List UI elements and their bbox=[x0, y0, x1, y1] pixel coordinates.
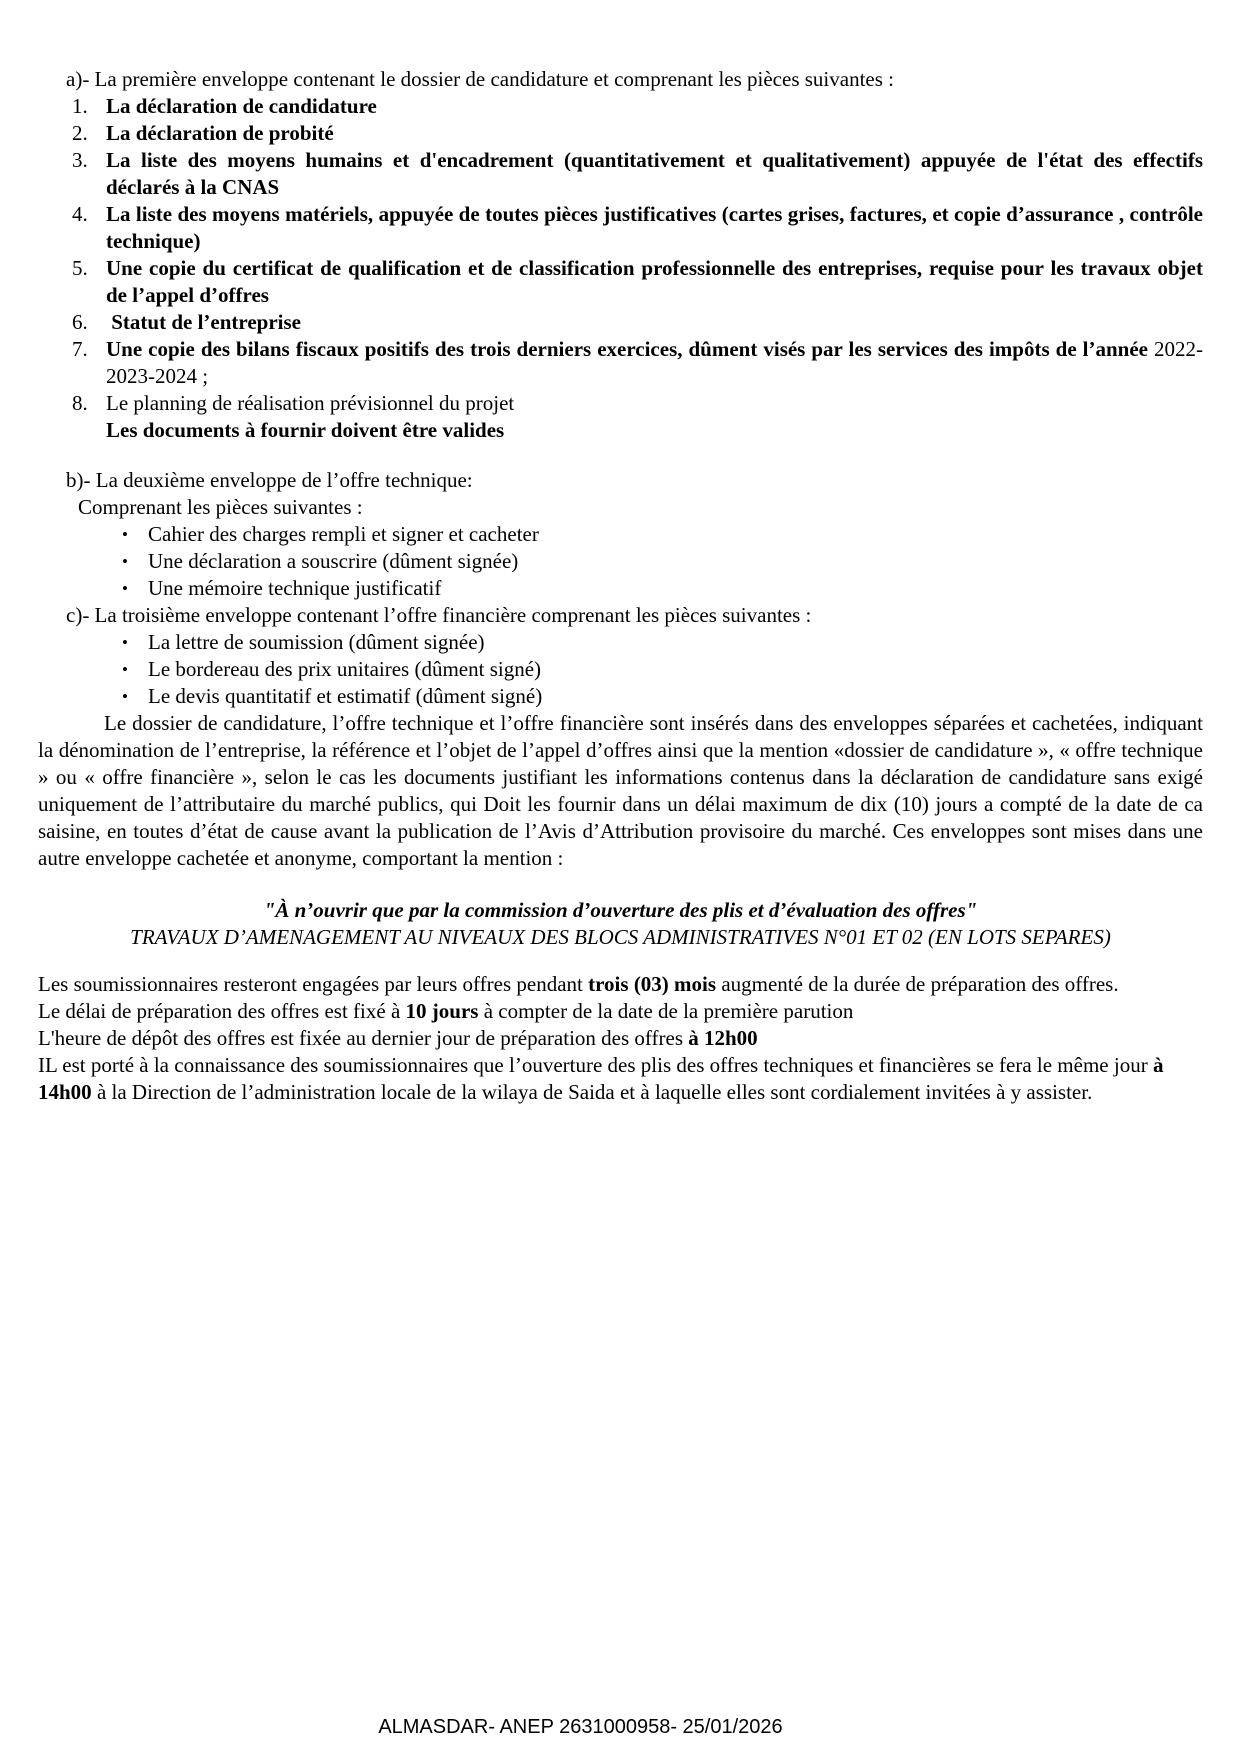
bullet-list-item bbox=[122, 548, 1203, 575]
item-text bbox=[148, 575, 1203, 602]
section-c-heading: c)- La troisième enveloppe contenant l’offre financière comprenant les pièces suivantes : bbox=[66, 603, 812, 627]
text-segment: IL est porté à la connaissance des soumissionnaires que l’ouverture des plis des offres techniques et financières se fera le même jour bbox=[38, 1053, 1153, 1077]
mention-subject-line: TRAVAUX D’AMENAGEMENT AU NIVEAUX DES BLOCS ADMINISTRATIVES N°01 ET 02 (EN LOTS SEPARES) bbox=[130, 925, 1111, 949]
item-text bbox=[148, 656, 1203, 683]
item-number: 3. bbox=[72, 148, 88, 172]
item-number: 2. bbox=[72, 121, 88, 145]
bullet-list-item bbox=[122, 683, 1203, 710]
text-segment: La lettre de soumission (dûment signée) bbox=[148, 630, 485, 654]
text-segment: Une déclaration a souscrire (dûment signée) bbox=[148, 549, 519, 573]
item-text bbox=[148, 521, 1203, 548]
numbered-list-item bbox=[72, 309, 1203, 336]
closing-paragraphs bbox=[38, 971, 1203, 1106]
item-text bbox=[148, 548, 1203, 575]
bullet-list-item bbox=[122, 521, 1203, 548]
text-segment: Le devis quantitatif et estimatif (dûment signé) bbox=[148, 684, 543, 708]
item-text bbox=[106, 147, 1203, 201]
text-segment: Le délai de préparation des offres est fixé à bbox=[38, 999, 406, 1023]
bold-text-segment: La liste des moyens matériels, appuyée de toutes pièces justificatives (cartes grises, factures, et copie d’assurance , contrôle technique) bbox=[106, 202, 1203, 253]
bullet-icon: • bbox=[122, 525, 128, 544]
item-text bbox=[106, 201, 1203, 255]
item-text bbox=[106, 120, 1203, 147]
mention-quote-line: "À n’ouvrir que par la commission d’ouverture des plis et d’évaluation des offres" bbox=[263, 898, 978, 922]
text-segment: Le planning de réalisation prévisionnel du projet bbox=[106, 391, 515, 415]
section-b-bullet-list bbox=[38, 521, 1203, 602]
item-number: 6. bbox=[72, 310, 88, 334]
closing-paragraph bbox=[38, 971, 1203, 998]
text-segment: augmenté de la durée de préparation des offres. bbox=[716, 972, 1119, 996]
closing-paragraph bbox=[38, 1025, 1203, 1052]
numbered-list-item bbox=[72, 390, 1203, 417]
item-text bbox=[106, 309, 1203, 336]
bold-text-segment: Une copie du certificat de qualification et de classification professionnelle des entreprises, requise pour les travaux objet de l’appel d’offres bbox=[106, 256, 1203, 307]
bold-text-segment: La déclaration de candidature bbox=[106, 94, 377, 118]
bold-text-segment: Statut de l’entreprise bbox=[106, 310, 301, 334]
item-text bbox=[148, 683, 1203, 710]
text-segment: 2022-2023-2024 ; bbox=[106, 337, 1203, 388]
bold-text-segment: 10 jours bbox=[405, 999, 479, 1023]
item-text bbox=[106, 255, 1203, 309]
item-number: 1. bbox=[72, 94, 88, 118]
bullet-icon: • bbox=[122, 633, 128, 652]
text-segment: à compter de la date de la première parution bbox=[478, 999, 854, 1023]
text-segment: Le bordereau des prix unitaires (dûment signé) bbox=[148, 657, 542, 681]
text-segment: à la Direction de l’administration locale de la wilaya de Saida et à laquelle elles sont cordialement invitées à y assister. bbox=[91, 1080, 1093, 1104]
bullet-icon: • bbox=[122, 660, 128, 679]
bold-text-segment: à 12h00 bbox=[688, 1026, 758, 1050]
bold-text-segment: à 14h00 bbox=[38, 1053, 1164, 1104]
item-number: 7. bbox=[72, 337, 88, 361]
section-a-heading: a)- La première enveloppe contenant le dossier de candidature et comprenant les pièces suivantes : bbox=[66, 67, 894, 91]
section-c-bullet-list bbox=[38, 629, 1203, 710]
bullet-icon: • bbox=[122, 687, 128, 706]
envelope-instructions-paragraph: Le dossier de candidature, l’offre technique et l’offre financière sont insérés dans des enveloppes séparées et cachetées, indiquant la dénomination de l’entreprise, la référence et l’objet de l’appel d’offres ainsi que la mention «dossier de candidature », « offre technique » ou « offre financière », selon le cas les documents justifiant les informations contenus dans la déclaration de candidature sans exigé uniquement de l’attributaire du marché publics, qui Doit les fournir dans un délai maximum de dix (10) jours a compté de la date de ca saisine, en toutes d’état de cause avant la publication de l’Avis d’Attribution provisoire du marché. Ces enveloppes sont mises dans une autre enveloppe cachetée et anonyme, comportant la mention : bbox=[38, 711, 1203, 870]
item-text bbox=[148, 629, 1203, 656]
item-text bbox=[106, 93, 1203, 120]
closing-paragraph bbox=[38, 998, 1203, 1025]
item-number: 8. bbox=[72, 391, 88, 415]
numbered-list-item bbox=[72, 201, 1203, 255]
bullet-list-item bbox=[122, 575, 1203, 602]
item-text bbox=[106, 390, 1203, 417]
item-number: 5. bbox=[72, 256, 88, 280]
footer-publication-line: ALMASDAR- ANEP 2631000958- 25/01/2026 bbox=[378, 1716, 783, 1738]
numbered-list-item bbox=[72, 93, 1203, 120]
bold-text-segment: La déclaration de probité bbox=[106, 121, 334, 145]
closing-paragraph bbox=[38, 1052, 1203, 1106]
item-number: 4. bbox=[72, 202, 88, 226]
section-b-heading: b)- La deuxième enveloppe de l’offre technique: bbox=[66, 468, 473, 492]
text-segment: Cahier des charges rempli et signer et cacheter bbox=[148, 522, 539, 546]
bold-text-segment: trois (03) mois bbox=[588, 972, 717, 996]
text-segment: Les soumissionnaires resteront engagées par leurs offres pendant bbox=[38, 972, 589, 996]
section-a-numbered-list bbox=[38, 93, 1203, 417]
numbered-list-item bbox=[72, 336, 1203, 390]
bold-text-segment: La liste des moyens humains et d'encadrement (quantitativement et qualitativement) appuyée de l'état des effectifs déclarés à la CNAS bbox=[106, 148, 1203, 199]
bullet-icon: • bbox=[122, 552, 128, 571]
bullet-list-item bbox=[122, 656, 1203, 683]
bullet-list-item bbox=[122, 629, 1203, 656]
numbered-list-item bbox=[72, 147, 1203, 201]
text-segment: L'heure de dépôt des offres est fixée au dernier jour de préparation des offres bbox=[38, 1026, 689, 1050]
bullet-icon: • bbox=[122, 579, 128, 598]
text-segment: Une mémoire technique justificatif bbox=[148, 576, 442, 600]
documents-valid-note: Les documents à fournir doivent être valides bbox=[106, 418, 505, 442]
item-text bbox=[106, 336, 1203, 390]
numbered-list-item bbox=[72, 120, 1203, 147]
bold-text-segment: Une copie des bilans fiscaux positifs des trois derniers exercices, dûment visés par les services des impôts de l’année bbox=[106, 337, 1154, 361]
section-b-subheading: Comprenant les pièces suivantes : bbox=[78, 495, 363, 519]
numbered-list-item bbox=[72, 255, 1203, 309]
